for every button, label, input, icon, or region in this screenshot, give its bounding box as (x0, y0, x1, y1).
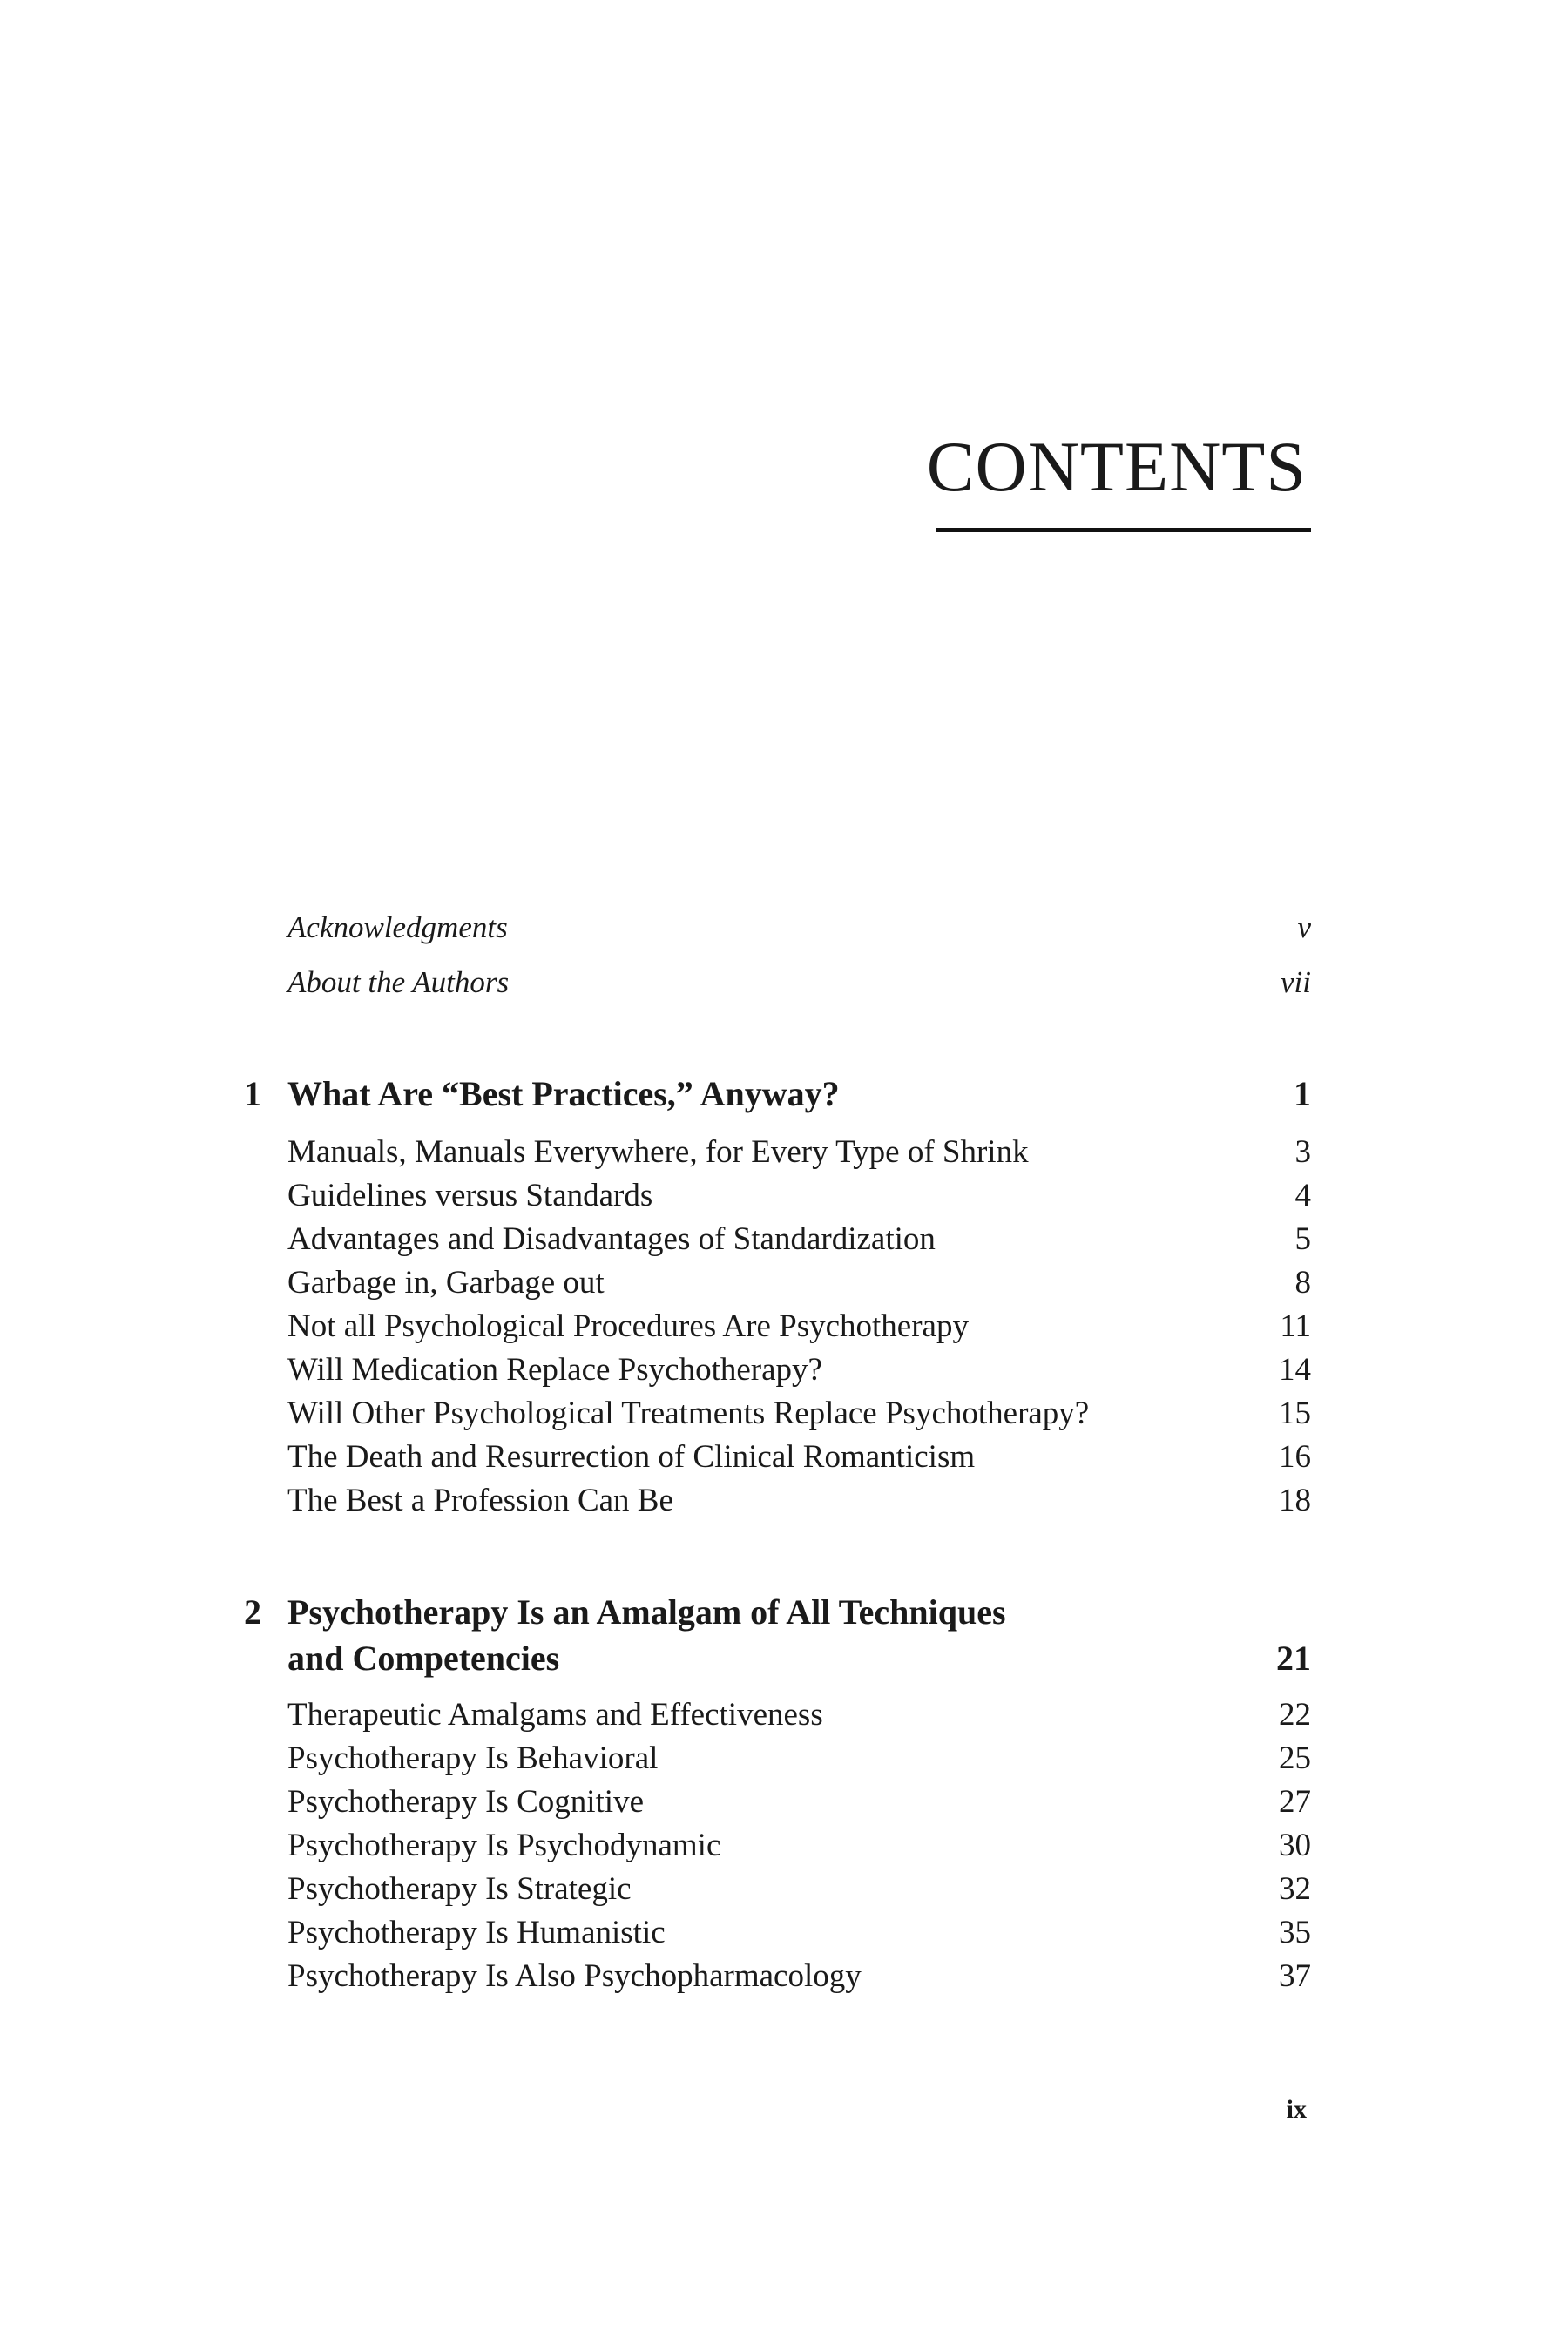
toc-entry[interactable] (244, 1395, 1311, 1438)
toc-entry[interactable] (244, 1914, 1311, 1957)
chapter-title-continued: and Competencies (287, 1639, 560, 1678)
toc-entry[interactable] (244, 1220, 1311, 1264)
toc-entry-label: Will Medication Replace Psychotherapy? (287, 1352, 822, 1388)
toc-entry-page: 15 (1279, 1396, 1311, 1431)
toc-entry-label: Garbage in, Garbage out (287, 1265, 605, 1301)
toc-entry[interactable] (244, 1438, 1311, 1482)
toc-entry-label: Psychotherapy Is Strategic (287, 1871, 632, 1907)
chapter-title: What Are “Best Practices,” Anyway? (287, 1074, 840, 1113)
toc-entry-page: 4 (1294, 1178, 1311, 1213)
toc-entry-label: Psychotherapy Is Humanistic (287, 1915, 666, 1950)
toc-entry[interactable] (244, 1264, 1311, 1308)
toc-entry[interactable] (244, 1870, 1311, 1914)
toc-entry[interactable] (244, 1351, 1311, 1395)
toc-entry-page: 14 (1279, 1352, 1311, 1388)
toc-entry[interactable] (244, 1957, 1311, 2001)
toc-entry-page: 30 (1279, 1828, 1311, 1863)
toc-entry-page: 27 (1279, 1784, 1311, 1820)
toc-entry-label: Guidelines versus Standards (287, 1178, 653, 1213)
chapter-number: 2 (244, 1592, 261, 1632)
toc-chapter-1[interactable] (244, 1073, 1311, 1117)
toc-entry[interactable] (244, 1696, 1311, 1740)
toc-entry-acknowledgments[interactable] (244, 910, 1311, 954)
toc-entry-page: 16 (1279, 1439, 1311, 1475)
toc-entry-label: Not all Psychological Procedures Are Psychotherapy (287, 1308, 969, 1344)
toc-entry[interactable] (244, 1177, 1311, 1220)
page-folio: ix (1286, 2095, 1307, 2124)
toc-entry-page: 8 (1294, 1265, 1311, 1301)
toc-entry-page: 35 (1279, 1915, 1311, 1950)
toc-entry[interactable] (244, 1133, 1311, 1177)
chapter-page: 1 (1294, 1074, 1311, 1113)
toc-entry[interactable] (244, 1482, 1311, 1525)
toc-chapter-2[interactable] (244, 1592, 1311, 1635)
chapter-page: 21 (1276, 1639, 1311, 1678)
toc-chapter-2-continued[interactable] (244, 1638, 1311, 1681)
toc-entry-about-the-authors[interactable] (244, 965, 1311, 1009)
contents-title: CONTENTS (926, 427, 1307, 506)
toc-entry-page: 11 (1280, 1308, 1311, 1344)
toc-entry[interactable] (244, 1827, 1311, 1870)
chapter-title: Psychotherapy Is an Amalgam of All Techniques (287, 1592, 1006, 1632)
toc-entry-label: The Best a Profession Can Be (287, 1483, 673, 1518)
toc-entry[interactable] (244, 1740, 1311, 1783)
toc-entry-label: Will Other Psychological Treatments Replace Psychotherapy? (287, 1396, 1090, 1431)
toc-entry-label: Advantages and Disadvantages of Standardization (287, 1221, 936, 1257)
toc-entry-label: Psychotherapy Is Cognitive (287, 1784, 645, 1820)
toc-entry[interactable] (244, 1783, 1311, 1827)
toc-entry-page: vii (1281, 965, 1311, 999)
toc-entry-label: About the Authors (287, 965, 510, 999)
toc-entry-page: 25 (1279, 1740, 1311, 1776)
toc-entry-page: 37 (1279, 1958, 1311, 1994)
toc-entry-page: 3 (1294, 1134, 1311, 1170)
toc-entry[interactable] (244, 1308, 1311, 1351)
toc-entry-page: v (1297, 910, 1311, 944)
chapter-number: 1 (244, 1074, 261, 1113)
toc-entry-page: 22 (1279, 1697, 1311, 1733)
toc-entry-label: Manuals, Manuals Everywhere, for Every Type of Shrink (287, 1134, 1029, 1170)
toc-entry-label: Acknowledgments (287, 910, 508, 944)
toc-entry-label: Psychotherapy Is Psychodynamic (287, 1828, 721, 1863)
toc-entry-page: 32 (1279, 1871, 1311, 1907)
toc-entry-page: 18 (1279, 1483, 1311, 1518)
toc-entry-label: Psychotherapy Is Also Psychopharmacology (287, 1958, 862, 1994)
toc-entry-label: The Death and Resurrection of Clinical Romanticism (287, 1439, 976, 1475)
title-underline (936, 528, 1311, 532)
toc-entry-label: Psychotherapy Is Behavioral (287, 1740, 659, 1776)
toc-entry-page: 5 (1294, 1221, 1311, 1257)
toc-entry-label: Therapeutic Amalgams and Effectiveness (287, 1697, 823, 1733)
